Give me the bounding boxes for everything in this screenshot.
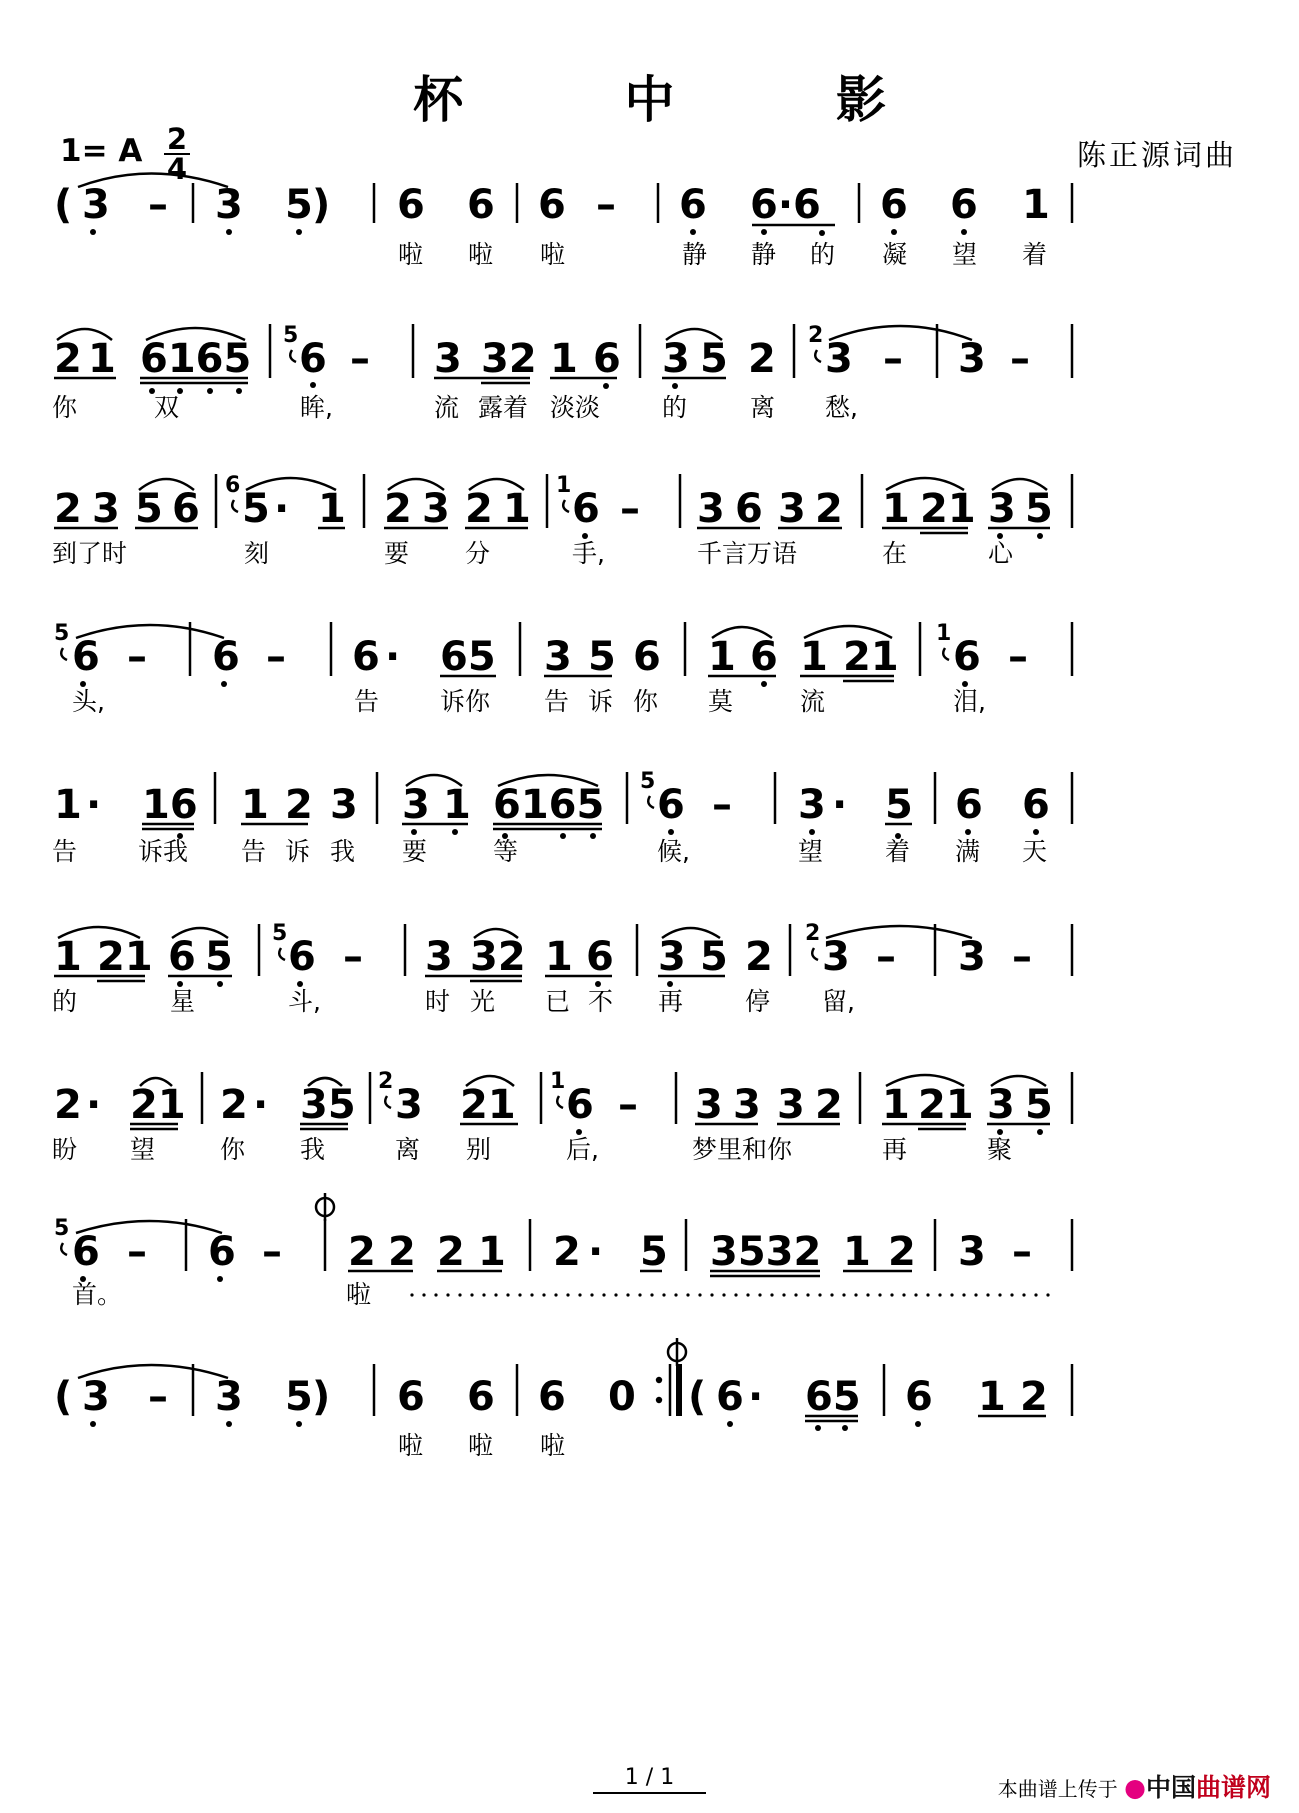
note: 2 [1020,1374,1048,1420]
note: – [148,182,168,228]
lyric: 告 [544,687,570,716]
note: 2 [815,1082,843,1128]
note: 1 [882,1082,910,1128]
note: 1 [708,634,736,680]
lyric: 斗, [288,987,321,1016]
note: 21 [460,1082,516,1128]
note: 6 [735,486,763,532]
note: – [343,934,363,980]
note: 3 [215,182,243,228]
note: 5 [885,782,913,828]
lyric: 你 [220,1135,246,1164]
note: 6 [352,634,380,680]
note: 6 [716,1374,744,1420]
note: 32 [481,336,537,382]
lyric: 首。 [72,1280,123,1309]
note: 6 [955,782,983,828]
lyric: 手, [572,539,605,568]
grace-note: 5 [272,921,288,946]
note: 1 [978,1374,1006,1420]
note: 6 [172,486,200,532]
lyric: 啦 [398,240,424,269]
grace-note: 6 [225,473,241,498]
note: 3 [395,1082,423,1128]
note: 6 [538,1374,566,1420]
composer: 陈正源词曲 [1076,138,1237,172]
lyric: 诉 [588,687,614,716]
note: 2 [54,486,82,532]
note: 3 [733,1082,761,1128]
lyric: 满 [955,837,981,866]
lyric: 凝 [882,240,908,269]
note: – [148,1374,168,1420]
lyric: 望 [130,1135,156,1164]
note: 6 [880,182,908,228]
lyric: 等 [493,837,519,866]
lyric: 泪, [953,687,986,716]
note: 1 [1022,182,1050,228]
lyric: 再 [882,1135,908,1164]
note: · [588,1229,604,1275]
note: 1 [800,634,828,680]
note: 6 [679,182,707,228]
note: 3 [822,934,850,980]
note: 6 [633,634,661,680]
note: · [86,1082,102,1128]
lyric: 的 [810,240,836,269]
note: 1 [882,486,910,532]
note: – [1012,1229,1032,1275]
note: 1 [88,336,116,382]
lyric: 露着 [478,393,529,422]
lyric: 告 [354,687,380,716]
note: – [350,336,370,382]
note: 21 [97,934,153,980]
lyric: 啦 [468,240,494,269]
note: 3 [658,934,686,980]
lyric: 在 [882,539,908,568]
note: 21 [130,1082,186,1128]
note: 35 [300,1082,356,1128]
note: – [883,336,903,382]
note: – [1008,634,1028,680]
note: 2 [745,934,773,980]
note: 6 [212,634,240,680]
note: 3532 [710,1229,822,1275]
note: 1 [550,336,578,382]
score-row-7 [0,1069,1299,1223]
lyric: 聚 [987,1135,1013,1164]
note: 6 [72,1229,100,1275]
note: 3 [434,336,462,382]
note: 6 [1022,782,1050,828]
note: – [127,634,147,680]
note: 2 [220,1082,248,1128]
note: ( [54,1374,73,1420]
lyric: 天 [1022,837,1048,866]
note: – [712,782,732,828]
note: 5 [700,336,728,382]
lyric: 后, [566,1135,599,1164]
note: 6165 [140,336,252,382]
score-row-9 [0,1370,1299,1515]
note: 3 [778,486,806,532]
note: 6 [538,182,566,228]
note: ) [312,1374,331,1420]
note: 3 [988,486,1016,532]
lyric: 盼 [52,1135,78,1164]
note: 65 [805,1374,861,1420]
note: 5 [1025,486,1053,532]
note: 1 [478,1229,506,1275]
note: 6165 [493,782,605,828]
lyric: 愁, [825,393,858,422]
lyric: 静 [682,240,708,269]
note: 1 [241,782,269,828]
lyric: 着 [885,837,911,866]
lyric: 头, [72,687,105,716]
grace-note: 5 [54,1216,70,1241]
note: 3 [798,782,826,828]
note: 2 [285,782,313,828]
lyric: 啦 [346,1280,372,1309]
score-row-8 [0,1216,1299,1370]
time-bottom: 4 [166,152,188,186]
note: 6 [168,934,196,980]
note: 5 [1025,1082,1053,1128]
site-logo[interactable]: ●中国曲谱网 [1124,1773,1271,1802]
note: – [1012,934,1032,980]
note: 1 [843,1229,871,1275]
note: 3 [987,1082,1015,1128]
note: ) [312,182,331,228]
lyric: 停 [745,987,771,1016]
note: · [748,1374,764,1420]
lyric: 千言万语 [697,539,798,568]
note: 6 [288,934,316,980]
lyric: 望 [952,240,978,269]
grace-note: 5 [640,769,656,794]
time-top: 2 [166,122,188,156]
lyric: 留, [822,987,855,1016]
note: 6 [586,934,614,980]
lyric: 刻 [244,539,270,568]
note: 5 [205,934,233,980]
lyric: 着 [1022,240,1048,269]
score-row-6 [0,921,1299,1075]
note: 5 [285,182,313,228]
note: 6 [750,634,778,680]
note: 5 [700,934,728,980]
lyric: 流 [434,393,460,422]
lyric: 诉你 [440,687,491,716]
note: 6 [72,634,100,680]
lyric: 离 [395,1135,421,1164]
lyric: 我 [330,837,356,866]
note: 6 [572,486,600,532]
score-row-4 [0,621,1299,773]
note: 6 [566,1082,594,1128]
lyric: 告 [52,837,78,866]
lyric: 我 [300,1135,326,1164]
lyric: 流 [800,687,826,716]
note: 6·6 [750,182,821,228]
score-row-1 [0,175,1299,320]
grace-note: 1 [550,1069,566,1094]
grace-note: 2 [808,323,824,348]
note: 3 [330,782,358,828]
note: 2 [437,1229,465,1275]
notes [54,182,1050,228]
note: 2 [54,336,82,382]
note: 1 [54,782,82,828]
note: – [1010,336,1030,382]
lyric: 啦 [398,1431,424,1460]
note: 3 [402,782,430,828]
note: – [620,486,640,532]
note: 3 [544,634,572,680]
grace-note: 5 [283,323,299,348]
note: 3 [92,486,120,532]
note: 6 [397,1374,425,1420]
lyric: 啦 [468,1431,494,1460]
lyric: 梦里和你 [692,1135,793,1164]
note: – [262,1229,282,1275]
note: 2 [888,1229,916,1275]
lyric: 的 [52,987,78,1016]
note: 65 [440,634,496,680]
lyric: 要 [384,539,410,568]
note: 6 [467,1374,495,1420]
note: 6 [397,182,425,228]
grace-note: 5 [54,621,70,646]
note: 1 [443,782,471,828]
note: 2 [553,1229,581,1275]
note: 0 [608,1374,636,1420]
lyric: 别 [466,1135,492,1164]
lyric: 分 [465,539,491,568]
lyric: 诉 [285,837,311,866]
lyric: 光 [470,987,496,1016]
lyric: 你 [52,393,78,422]
grace-note: 2 [805,921,821,946]
lyric: 时 [425,987,451,1016]
lyric: 双 [154,393,180,422]
note: 6 [657,782,685,828]
score-row-2 [0,323,1299,475]
grace-note: 2 [378,1069,394,1094]
note: 2 [748,336,776,382]
note: 3 [777,1082,805,1128]
note: 21 [920,486,976,532]
grace-note: 1 [936,621,952,646]
note: 2 [348,1229,376,1275]
score-row-3 [0,473,1299,625]
note: 1 [318,486,346,532]
note: 6 [905,1374,933,1420]
note: 3 [215,1374,243,1420]
note: – [127,1229,147,1275]
lyric: 啦 [540,1431,566,1460]
page-number: 1 / 1 [0,1765,1299,1790]
lyric: 不 [588,987,614,1016]
note: 1 [545,934,573,980]
note: 3 [825,336,853,382]
note: 3 [958,934,986,980]
lyric: 到了时 [52,539,128,568]
note: 3 [958,1229,986,1275]
score-row-5 [0,769,1299,923]
note: 1 [503,486,531,532]
note: 6 [593,336,621,382]
note: · [253,1082,269,1128]
note: – [266,634,286,680]
lyric: 心 [988,539,1014,568]
note: 2 [465,486,493,532]
note: 5 [242,486,270,532]
note: 5 [588,634,616,680]
note: 2 [54,1082,82,1128]
lyric: 再 [658,987,684,1016]
key-signature: 1= A [60,133,143,169]
note: 3 [697,486,725,532]
note: 2 [388,1229,416,1275]
lyric: 候, [657,837,690,866]
note: 3 [425,934,453,980]
note: · [86,782,102,828]
note: · [832,782,848,828]
lyric: 已 [545,987,571,1016]
lyric: 望 [798,837,824,866]
grace-note: 1 [556,473,572,498]
note: 6 [299,336,327,382]
note: – [618,1082,638,1128]
note: 1 [54,934,82,980]
lyric: 眸, [300,393,333,422]
note: 3 [662,336,690,382]
lyric: 星 [170,987,196,1016]
note: – [876,934,896,980]
lyric: 淡淡 [550,393,601,422]
note: 21 [918,1082,974,1128]
note: ( [54,182,73,228]
note: 6 [467,182,495,228]
lyric: 静 [751,240,777,269]
lyric: 莫 [708,687,734,716]
note: 3 [958,336,986,382]
source-credit [998,1768,1271,1804]
note: 16 [142,782,198,828]
note: 2 [384,486,412,532]
note: · [274,486,290,532]
note: · [385,634,401,680]
note: 3 [422,486,450,532]
note: 2 [815,486,843,532]
lyric: 要 [402,837,428,866]
lyric: 的 [662,393,688,422]
note: 3 [82,1374,110,1420]
note: 21 [843,634,899,680]
lyric: 啦 [540,240,566,269]
note: 6 [950,182,978,228]
lyric: 你 [633,687,659,716]
note: ( [688,1374,707,1420]
note: 6 [953,634,981,680]
note: 6 [208,1229,236,1275]
note: 5 [640,1229,668,1275]
score-title: 杯 中 影 [413,71,958,129]
note: 3 [695,1082,723,1128]
lyric: 离 [750,393,776,422]
note: – [596,182,616,228]
note: 5 [285,1374,313,1420]
note: 5 [135,486,163,532]
note: 3 [82,182,110,228]
lyric: 告 [241,837,267,866]
lyric: 诉我 [138,837,189,866]
note: 32 [470,934,526,980]
source-text: 本曲谱上传于 [997,1777,1118,1801]
